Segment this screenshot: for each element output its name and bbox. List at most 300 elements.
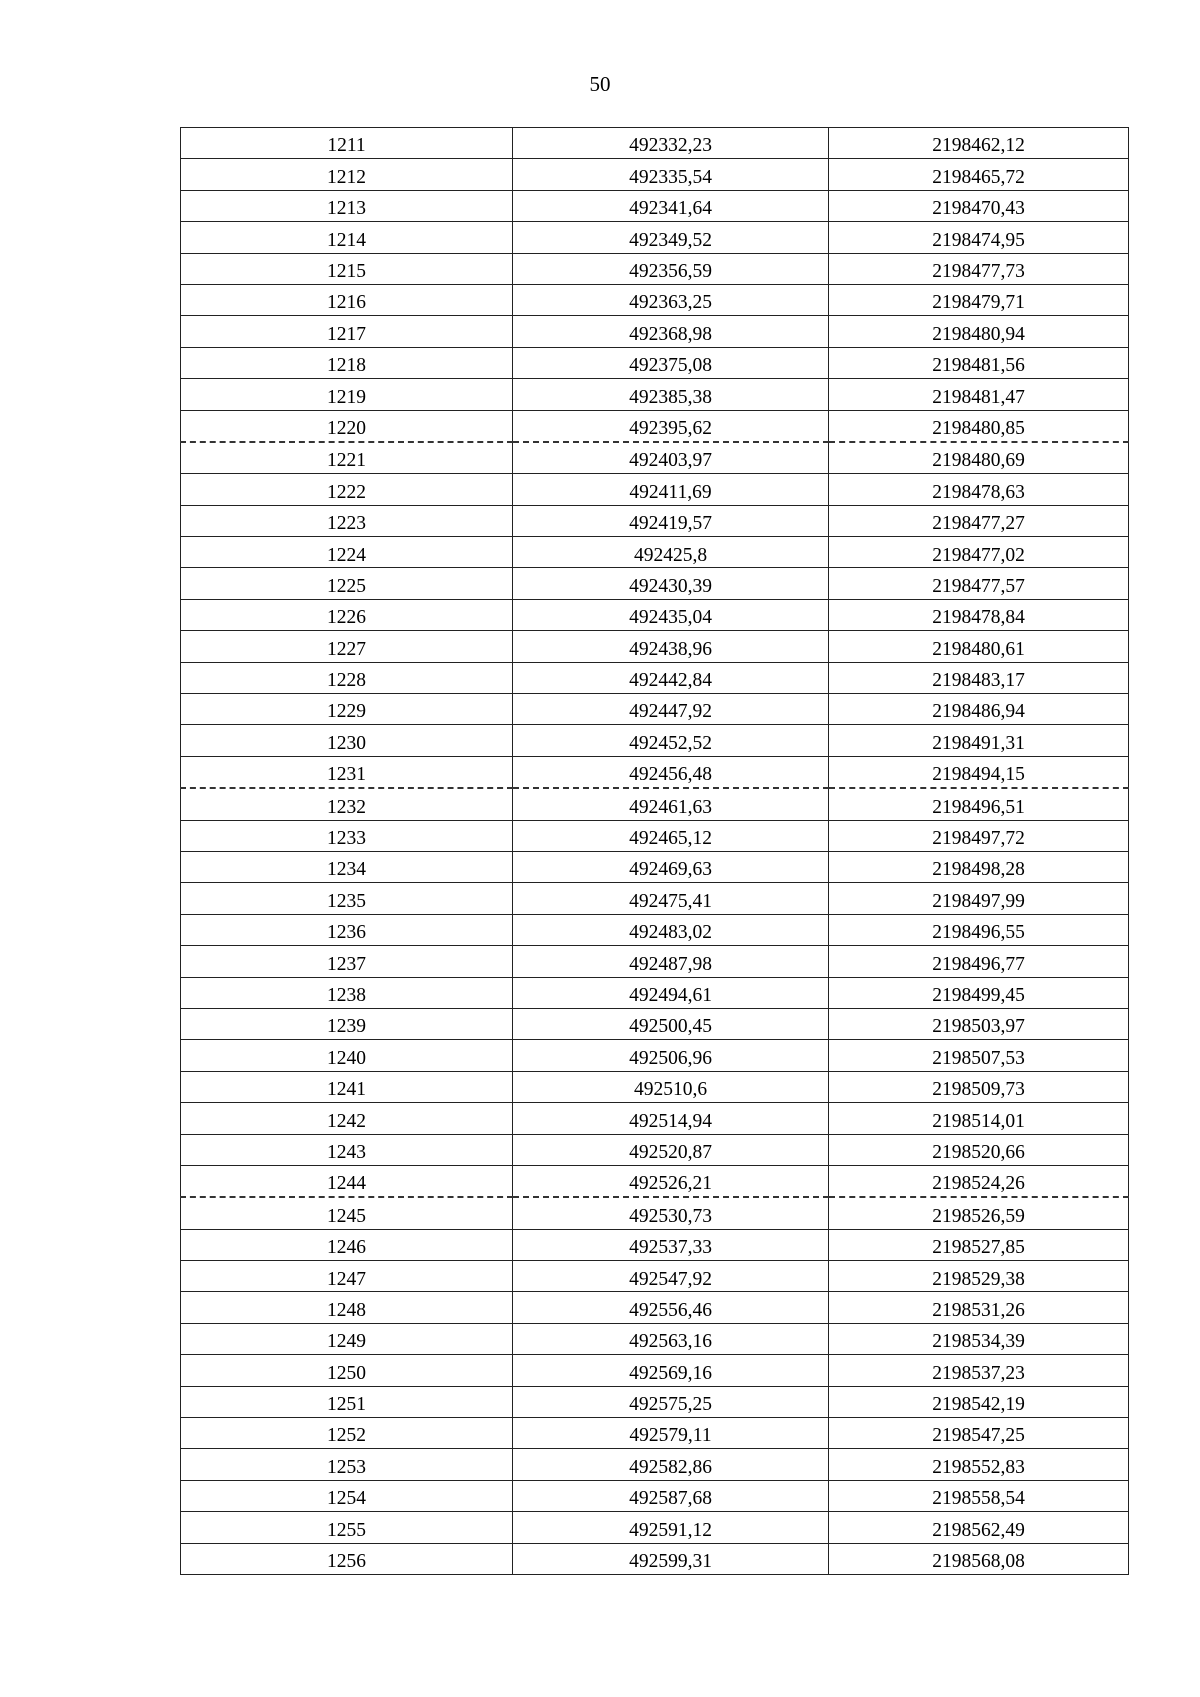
- y-coordinate-value: 2198534,39: [932, 1331, 1025, 1353]
- point-number-cell: [181, 253, 513, 284]
- x-coordinate-value: 492442,84: [629, 670, 712, 692]
- x-coordinate-cell: [513, 883, 829, 914]
- y-coordinate-value: 2198480,69: [932, 450, 1025, 472]
- point-number-value: 1245: [327, 1205, 366, 1227]
- point-number-cell: [181, 1386, 513, 1417]
- x-coordinate-cell: [513, 1512, 829, 1543]
- y-coordinate-value: 2198497,99: [932, 890, 1025, 912]
- point-number-cell: [181, 946, 513, 977]
- x-coordinate-value: 492395,62: [629, 417, 712, 439]
- y-coordinate-cell: [829, 694, 1129, 725]
- y-coordinate-value: 2198527,85: [932, 1237, 1025, 1259]
- point-number-cell: [181, 222, 513, 253]
- y-coordinate-value: 2198503,97: [932, 1016, 1025, 1038]
- x-coordinate-cell: [513, 128, 829, 159]
- y-coordinate-value: 2198558,54: [932, 1488, 1025, 1510]
- x-coordinate-cell: [513, 1449, 829, 1480]
- x-coordinate-cell: [513, 1103, 829, 1134]
- y-coordinate-cell: [829, 1355, 1129, 1386]
- x-coordinate-value: 492575,25: [629, 1394, 712, 1416]
- table-row: [181, 599, 1129, 630]
- point-number-value: 1238: [327, 984, 366, 1006]
- y-coordinate-value: 2198481,56: [932, 355, 1025, 377]
- y-coordinate-value: 2198481,47: [932, 386, 1025, 408]
- x-coordinate-cell: [513, 253, 829, 284]
- x-coordinate-value: 492349,52: [629, 229, 712, 251]
- coordinates-table: [180, 127, 1129, 1575]
- point-number-cell: [181, 1418, 513, 1449]
- point-number-value: 1250: [327, 1362, 366, 1384]
- x-coordinate-value: 492403,97: [629, 450, 712, 472]
- point-number-value: 1253: [327, 1456, 366, 1478]
- y-coordinate-value: 2198496,77: [932, 953, 1025, 975]
- table-row: [181, 662, 1129, 693]
- point-number-value: 1220: [327, 417, 366, 439]
- point-number-value: 1256: [327, 1551, 366, 1573]
- point-number-value: 1229: [327, 701, 366, 723]
- y-coordinate-cell: [829, 820, 1129, 851]
- x-coordinate-value: 492375,08: [629, 355, 712, 377]
- point-number-value: 1222: [327, 481, 366, 503]
- y-coordinate-value: 2198498,28: [932, 859, 1025, 881]
- x-coordinate-cell: [513, 316, 829, 347]
- point-number-value: 1235: [327, 890, 366, 912]
- y-coordinate-cell: [829, 128, 1129, 159]
- x-coordinate-cell: [513, 442, 829, 474]
- y-coordinate-value: 2198474,95: [932, 229, 1025, 251]
- table-row: [181, 1543, 1129, 1574]
- x-coordinate-value: 492341,64: [629, 198, 712, 220]
- table-row: [181, 788, 1129, 820]
- y-coordinate-cell: [829, 1449, 1129, 1480]
- point-number-cell: [181, 820, 513, 851]
- table-row: [181, 316, 1129, 347]
- table-row: [181, 820, 1129, 851]
- y-coordinate-cell: [829, 1134, 1129, 1165]
- coordinates-table-body: [181, 128, 1129, 1575]
- x-coordinate-cell: [513, 599, 829, 630]
- x-coordinate-cell: [513, 379, 829, 410]
- point-number-value: 1239: [327, 1016, 366, 1038]
- table-row: [181, 222, 1129, 253]
- y-coordinate-value: 2198477,73: [932, 261, 1025, 282]
- x-coordinate-cell: [513, 190, 829, 221]
- table-row: [181, 128, 1129, 159]
- y-coordinate-cell: [829, 316, 1129, 347]
- point-number-value: 1252: [327, 1425, 366, 1447]
- y-coordinate-value: 2198524,26: [932, 1173, 1025, 1195]
- point-number-cell: [181, 1449, 513, 1480]
- y-coordinate-cell: [829, 222, 1129, 253]
- x-coordinate-cell: [513, 1418, 829, 1449]
- y-coordinate-cell: [829, 1480, 1129, 1511]
- x-coordinate-value: 492335,54: [629, 166, 712, 188]
- y-coordinate-value: 2198526,59: [932, 1205, 1025, 1227]
- point-number-cell: [181, 977, 513, 1008]
- y-coordinate-cell: [829, 1261, 1129, 1292]
- y-coordinate-cell: [829, 662, 1129, 693]
- table-row: [181, 1134, 1129, 1165]
- y-coordinate-value: 2198470,43: [932, 198, 1025, 220]
- x-coordinate-cell: [513, 788, 829, 820]
- y-coordinate-cell: [829, 1292, 1129, 1323]
- point-number-value: 1255: [327, 1519, 366, 1541]
- x-coordinate-value: 492506,96: [629, 1047, 712, 1069]
- point-number-cell: [181, 442, 513, 474]
- table-row: [181, 410, 1129, 442]
- y-coordinate-cell: [829, 631, 1129, 662]
- x-coordinate-value: 492356,59: [629, 261, 712, 282]
- x-coordinate-value: 492447,92: [629, 701, 712, 723]
- y-coordinate-cell: [829, 442, 1129, 474]
- x-coordinate-value: 492494,61: [629, 984, 712, 1006]
- point-number-value: 1228: [327, 670, 366, 692]
- x-coordinate-value: 492435,04: [629, 607, 712, 629]
- point-number-value: 1226: [327, 607, 366, 629]
- table-row: [181, 851, 1129, 882]
- y-coordinate-cell: [829, 946, 1129, 977]
- x-coordinate-value: 492332,23: [629, 135, 712, 157]
- point-number-cell: [181, 1103, 513, 1134]
- y-coordinate-value: 2198562,49: [932, 1519, 1025, 1541]
- table-row: [181, 756, 1129, 788]
- point-number-value: 1224: [327, 544, 366, 566]
- x-coordinate-value: 492483,02: [629, 922, 712, 944]
- table-row: [181, 1323, 1129, 1354]
- x-coordinate-cell: [513, 410, 829, 442]
- point-number-value: 1254: [327, 1488, 366, 1510]
- point-number-cell: [181, 631, 513, 662]
- x-coordinate-value: 492487,98: [629, 953, 712, 975]
- table-row: [181, 1512, 1129, 1543]
- x-coordinate-value: 492520,87: [629, 1141, 712, 1163]
- point-number-value: 1219: [327, 386, 366, 408]
- x-coordinate-value: 492368,98: [629, 323, 712, 345]
- point-number-cell: [181, 1323, 513, 1354]
- point-number-cell: [181, 1261, 513, 1292]
- y-coordinate-value: 2198509,73: [932, 1079, 1025, 1101]
- y-coordinate-value: 2198497,72: [932, 828, 1025, 850]
- point-number-value: 1217: [327, 323, 366, 345]
- x-coordinate-value: 492500,45: [629, 1016, 712, 1038]
- point-number-cell: [181, 1040, 513, 1071]
- y-coordinate-cell: [829, 1165, 1129, 1197]
- point-number-cell: [181, 1165, 513, 1197]
- x-coordinate-cell: [513, 1071, 829, 1102]
- y-coordinate-cell: [829, 883, 1129, 914]
- x-coordinate-value: 492425,8: [633, 544, 708, 566]
- x-coordinate-cell: [513, 347, 829, 378]
- y-coordinate-cell: [829, 1040, 1129, 1071]
- y-coordinate-cell: [829, 1071, 1129, 1102]
- point-number-cell: [181, 537, 513, 568]
- y-coordinate-cell: [829, 1103, 1129, 1134]
- x-coordinate-value: 492438,96: [629, 638, 712, 660]
- x-coordinate-value: 492456,48: [629, 764, 712, 786]
- point-number-value: 1216: [327, 292, 366, 314]
- x-coordinate-cell: [513, 662, 829, 693]
- y-coordinate-value: 2198507,53: [932, 1047, 1025, 1069]
- table-row: [181, 725, 1129, 756]
- x-coordinate-cell: [513, 284, 829, 315]
- y-coordinate-value: 2198542,19: [932, 1394, 1025, 1416]
- y-coordinate-cell: [829, 1229, 1129, 1260]
- y-coordinate-cell: [829, 599, 1129, 630]
- y-coordinate-value: 2198496,55: [932, 922, 1025, 944]
- y-coordinate-cell: [829, 1197, 1129, 1229]
- x-coordinate-cell: [513, 505, 829, 536]
- x-coordinate-cell: [513, 851, 829, 882]
- y-coordinate-value: 2198496,51: [932, 796, 1025, 818]
- y-coordinate-value: 2198520,66: [932, 1141, 1025, 1163]
- point-number-value: 1212: [327, 166, 366, 188]
- point-number-cell: [181, 410, 513, 442]
- y-coordinate-value: 2198499,45: [932, 984, 1025, 1006]
- point-number-value: 1218: [327, 355, 366, 377]
- point-number-value: 1234: [327, 859, 366, 881]
- y-coordinate-value: 2198477,27: [932, 513, 1025, 535]
- x-coordinate-cell: [513, 474, 829, 505]
- point-number-cell: [181, 851, 513, 882]
- point-number-cell: [181, 128, 513, 159]
- point-number-value: 1211: [327, 135, 366, 157]
- x-coordinate-cell: [513, 1134, 829, 1165]
- table-row: [181, 568, 1129, 599]
- point-number-cell: [181, 599, 513, 630]
- x-coordinate-value: 492465,12: [629, 828, 712, 850]
- x-coordinate-cell: [513, 977, 829, 1008]
- table-row: [181, 190, 1129, 221]
- y-coordinate-value: 2198478,63: [932, 481, 1025, 503]
- x-coordinate-cell: [513, 1229, 829, 1260]
- x-coordinate-value: 492411,69: [629, 481, 712, 503]
- point-number-cell: [181, 1543, 513, 1574]
- point-number-value: 1221: [327, 450, 366, 472]
- point-number-value: 1242: [327, 1110, 366, 1132]
- point-number-cell: [181, 1355, 513, 1386]
- table-row: [181, 284, 1129, 315]
- point-number-cell: [181, 347, 513, 378]
- y-coordinate-cell: [829, 284, 1129, 315]
- point-number-value: 1215: [327, 261, 366, 282]
- x-coordinate-value: 492430,39: [629, 575, 712, 597]
- x-coordinate-cell: [513, 1165, 829, 1197]
- x-coordinate-value: 492452,52: [629, 732, 712, 754]
- y-coordinate-value: 2198514,01: [932, 1110, 1025, 1132]
- x-coordinate-value: 492591,12: [629, 1519, 712, 1541]
- x-coordinate-value: 492385,38: [629, 386, 712, 408]
- y-coordinate-value: 2198480,61: [932, 638, 1025, 660]
- x-coordinate-cell: [513, 1543, 829, 1574]
- y-coordinate-cell: [829, 474, 1129, 505]
- y-coordinate-cell: [829, 1418, 1129, 1449]
- point-number-value: 1237: [327, 953, 366, 975]
- table-row: [181, 253, 1129, 284]
- y-coordinate-value: 2198529,38: [932, 1268, 1025, 1290]
- point-number-value: 1232: [327, 796, 366, 818]
- y-coordinate-value: 2198462,12: [932, 135, 1025, 157]
- y-coordinate-value: 2198483,17: [932, 670, 1025, 692]
- x-coordinate-value: 492587,68: [629, 1488, 712, 1510]
- x-coordinate-cell: [513, 1008, 829, 1039]
- table-row: [181, 1197, 1129, 1229]
- table-row: [181, 442, 1129, 474]
- point-number-cell: [181, 568, 513, 599]
- y-coordinate-cell: [829, 568, 1129, 599]
- point-number-cell: [181, 725, 513, 756]
- point-number-value: 1241: [327, 1079, 366, 1101]
- x-coordinate-value: 492526,21: [629, 1173, 712, 1195]
- table-row: [181, 347, 1129, 378]
- table-row: [181, 379, 1129, 410]
- x-coordinate-cell: [513, 725, 829, 756]
- x-coordinate-cell: [513, 1197, 829, 1229]
- point-number-value: 1213: [327, 198, 366, 220]
- y-coordinate-value: 2198477,02: [932, 544, 1025, 566]
- x-coordinate-value: 492469,63: [629, 859, 712, 881]
- x-coordinate-value: 492510,6: [633, 1079, 708, 1101]
- point-number-value: 1240: [327, 1047, 366, 1069]
- x-coordinate-value: 492461,63: [629, 796, 712, 818]
- point-number-value: 1236: [327, 922, 366, 944]
- y-coordinate-value: 2198477,57: [932, 575, 1025, 597]
- point-number-cell: [181, 1134, 513, 1165]
- point-number-value: 1231: [327, 764, 366, 786]
- y-coordinate-value: 2198531,26: [932, 1299, 1025, 1321]
- table-row: [181, 474, 1129, 505]
- table-row: [181, 537, 1129, 568]
- point-number-cell: [181, 1292, 513, 1323]
- point-number-cell: [181, 1008, 513, 1039]
- y-coordinate-cell: [829, 190, 1129, 221]
- point-number-value: 1227: [327, 638, 366, 660]
- y-coordinate-cell: [829, 537, 1129, 568]
- table-row: [181, 1386, 1129, 1417]
- point-number-cell: [181, 284, 513, 315]
- table-row: [181, 1449, 1129, 1480]
- point-number-cell: [181, 1512, 513, 1543]
- x-coordinate-cell: [513, 1323, 829, 1354]
- table-row: [181, 694, 1129, 725]
- x-coordinate-cell: [513, 222, 829, 253]
- y-coordinate-cell: [829, 505, 1129, 536]
- point-number-cell: [181, 1197, 513, 1229]
- point-number-value: 1225: [327, 575, 366, 597]
- x-coordinate-value: 492579,11: [629, 1425, 712, 1447]
- y-coordinate-cell: [829, 977, 1129, 1008]
- point-number-cell: [181, 159, 513, 190]
- point-number-value: 1248: [327, 1299, 366, 1321]
- y-coordinate-cell: [829, 1543, 1129, 1574]
- table-row: [181, 1071, 1129, 1102]
- point-number-cell: [181, 379, 513, 410]
- y-coordinate-cell: [829, 253, 1129, 284]
- table-row: [181, 159, 1129, 190]
- point-number-cell: [181, 474, 513, 505]
- table-row: [181, 505, 1129, 536]
- x-coordinate-value: 492514,94: [629, 1110, 712, 1132]
- x-coordinate-cell: [513, 1386, 829, 1417]
- x-coordinate-cell: [513, 537, 829, 568]
- y-coordinate-value: 2198465,72: [932, 166, 1025, 188]
- point-number-cell: [181, 1071, 513, 1102]
- point-number-value: 1251: [327, 1394, 366, 1416]
- y-coordinate-cell: [829, 788, 1129, 820]
- y-coordinate-value: 2198480,85: [932, 417, 1025, 439]
- x-coordinate-cell: [513, 914, 829, 945]
- x-coordinate-cell: [513, 756, 829, 788]
- y-coordinate-value: 2198552,83: [932, 1456, 1025, 1478]
- point-number-cell: [181, 316, 513, 347]
- table-row: [181, 1008, 1129, 1039]
- x-coordinate-value: 492530,73: [629, 1205, 712, 1227]
- x-coordinate-value: 492363,25: [629, 292, 712, 314]
- table-row: [181, 631, 1129, 662]
- point-number-cell: [181, 914, 513, 945]
- y-coordinate-cell: [829, 725, 1129, 756]
- y-coordinate-value: 2198479,71: [932, 292, 1025, 314]
- point-number-cell: [181, 190, 513, 221]
- point-number-cell: [181, 756, 513, 788]
- x-coordinate-value: 492547,92: [629, 1268, 712, 1290]
- y-coordinate-cell: [829, 1512, 1129, 1543]
- x-coordinate-cell: [513, 694, 829, 725]
- y-coordinate-cell: [829, 1323, 1129, 1354]
- point-number-value: 1223: [327, 513, 366, 535]
- y-coordinate-value: 2198480,94: [932, 323, 1025, 345]
- y-coordinate-cell: [829, 1008, 1129, 1039]
- table-row: [181, 1165, 1129, 1197]
- point-number-cell: [181, 1229, 513, 1260]
- x-coordinate-cell: [513, 631, 829, 662]
- table-row: [181, 883, 1129, 914]
- point-number-cell: [181, 505, 513, 536]
- x-coordinate-cell: [513, 568, 829, 599]
- point-number-value: 1233: [327, 828, 366, 850]
- table-row: [181, 914, 1129, 945]
- table-row: [181, 977, 1129, 1008]
- table-row: [181, 1418, 1129, 1449]
- y-coordinate-value: 2198494,15: [932, 764, 1025, 786]
- point-number-value: 1246: [327, 1237, 366, 1259]
- x-coordinate-cell: [513, 1292, 829, 1323]
- point-number-value: 1214: [327, 229, 366, 251]
- y-coordinate-cell: [829, 410, 1129, 442]
- point-number-cell: [181, 694, 513, 725]
- table-row: [181, 1292, 1129, 1323]
- x-coordinate-value: 492582,86: [629, 1456, 712, 1478]
- y-coordinate-value: 2198491,31: [932, 732, 1025, 754]
- point-number-value: 1247: [327, 1268, 366, 1290]
- x-coordinate-value: 492563,16: [629, 1331, 712, 1353]
- y-coordinate-cell: [829, 851, 1129, 882]
- table-row: [181, 1480, 1129, 1511]
- x-coordinate-value: 492569,16: [629, 1362, 712, 1384]
- x-coordinate-value: 492419,57: [629, 513, 712, 535]
- point-number-value: 1244: [327, 1173, 366, 1195]
- point-number-cell: [181, 788, 513, 820]
- table-row: [181, 946, 1129, 977]
- x-coordinate-cell: [513, 1355, 829, 1386]
- y-coordinate-value: 2198486,94: [932, 701, 1025, 723]
- table-row: [181, 1261, 1129, 1292]
- point-number-cell: [181, 883, 513, 914]
- x-coordinate-cell: [513, 1261, 829, 1292]
- x-coordinate-cell: [513, 1040, 829, 1071]
- y-coordinate-cell: [829, 159, 1129, 190]
- table-row: [181, 1103, 1129, 1134]
- x-coordinate-value: 492475,41: [629, 890, 712, 912]
